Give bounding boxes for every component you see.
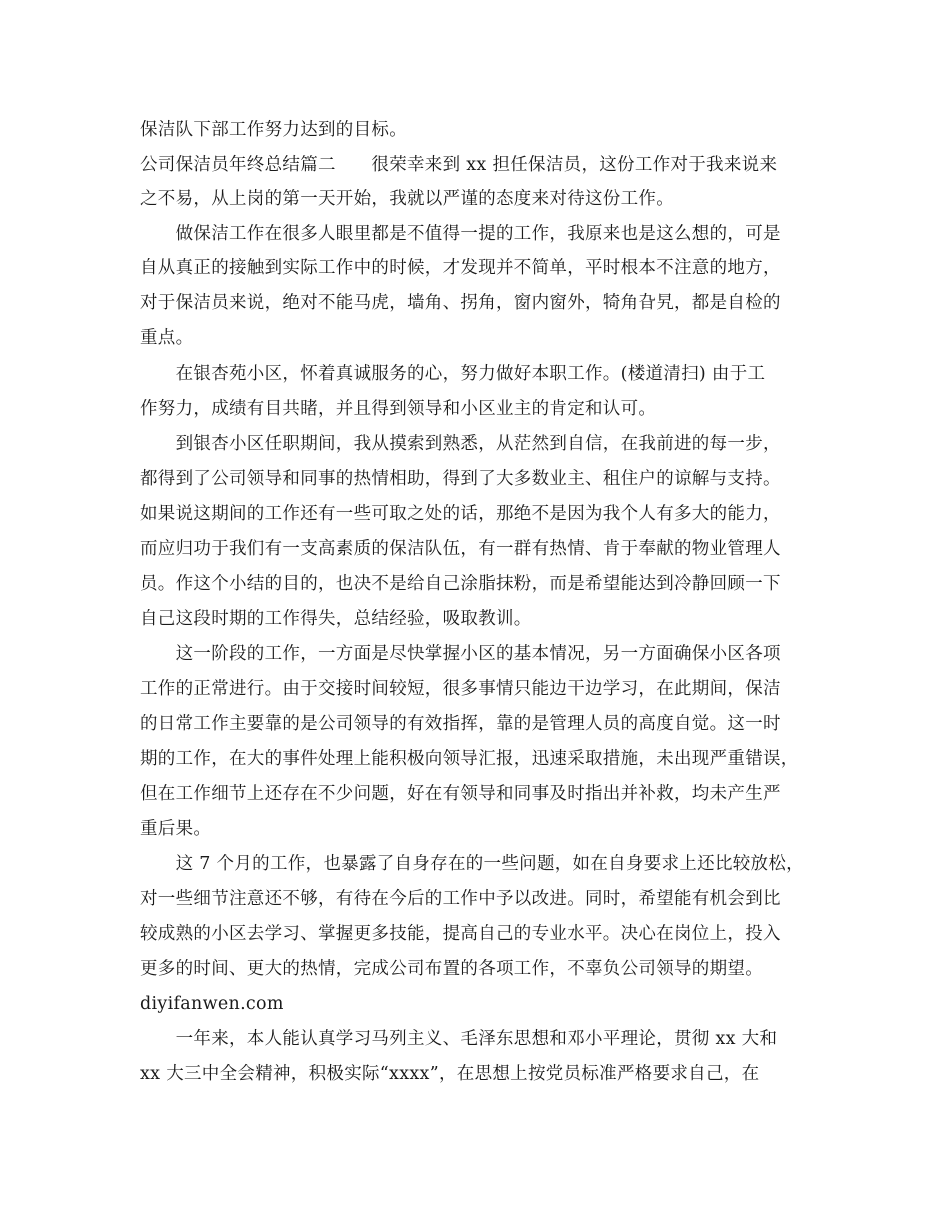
text-line: diyifanwen.com xyxy=(140,994,284,1014)
text-line: 工作的正常进行。由于交接时间较短，很多事情只能边干边学习，在此期间，保洁 xyxy=(140,679,781,699)
text-line: 一年来，本人能认真学习马列主义、毛泽东思想和邓小平理论，贯彻 xx 大和 xyxy=(140,1029,778,1049)
text-line: 对于保洁员来说，绝对不能马虎，墙角、拐角，窗内窗外，犄角旮旯，都是自检的 xyxy=(140,293,781,313)
text-line: 之不易，从上岗的第一天开始，我就以严谨的态度来对待这份工作。 xyxy=(140,189,674,209)
text-line: 的日常工作主要靠的是公司领导的有效指挥，靠的是管理人员的高度自觉。这一时 xyxy=(140,714,781,734)
text-line: 重点。 xyxy=(140,328,194,348)
text-line: 这 7 个月的工作，也暴露了自身存在的一些问题，如在自身要求上还比较放松， xyxy=(140,854,804,874)
text-line: 自己这段时期的工作得失，总结经验，吸取教训。 xyxy=(140,609,532,629)
text-line: 作努力，成绩有目共睹，并且得到领导和小区业主的肯定和认可。 xyxy=(140,399,657,419)
text-line: 员。作这个小结的目的，也决不是给自己涂脂抹粉，而是希望能达到冷静回顾一下 xyxy=(140,574,781,594)
text-line: 做保洁工作在很多人眼里都是不值得一提的工作，我原来也是这么想的，可是 xyxy=(140,224,781,244)
text-line: 保洁队下部工作努力达到的目标。 xyxy=(140,120,407,140)
text-line: 期的工作，在大的事件处理上能积极向领导汇报，迅速采取措施，未出现严重错误， xyxy=(140,749,799,769)
text-line: xx 大三中全会精神，积极实际“xxxx”，在思想上按党员标准严格要求自己，在 xyxy=(140,1064,760,1084)
text-line: 对一些细节注意还不够，有待在今后的工作中予以改进。同时，希望能有机会到比 xyxy=(140,889,781,909)
text-line: 自从真正的接触到实际工作中的时候，才发现并不简单，平时根本不注意的地方， xyxy=(140,258,781,278)
text-line: 如果说这期间的工作还有一些可取之处的话，那绝不是因为我个人有多大的能力， xyxy=(140,504,781,524)
text-line: 而应归功于我们有一支高素质的保洁队伍，有一群有热情、肯于奉献的物业管理人 xyxy=(140,539,781,559)
text-line: 较成熟的小区去学习、掌握更多技能，提高自己的专业水平。决心在岗位上，投入 xyxy=(140,924,781,944)
text-line: 重后果。 xyxy=(140,819,212,839)
text-line: 在银杏苑小区，怀着真诚服务的心，努力做好本职工作。(楼道清扫) 由于工 xyxy=(140,364,766,384)
text-line: 公司保洁员年终总结篇二 很荣幸来到 xx 担任保洁员，这份工作对于我来说来 xyxy=(140,155,778,175)
text-line: 更多的时间、更大的热情，完成公司布置的各项工作，不辜负公司领导的期望。 xyxy=(140,959,763,979)
text-line: 都得到了公司领导和同事的热情相助，得到了大多数业主、租住户的谅解与支持。 xyxy=(140,469,781,489)
text-line: 到银杏小区任职期间，我从摸索到熟悉，从茫然到自信，在我前进的每一步， xyxy=(140,434,781,454)
text-line: 这一阶段的工作，一方面是尽快掌握小区的基本情况，另一方面确保小区各项 xyxy=(140,644,781,664)
text-line: 但在工作细节上还存在不少问题，好在有领导和同事及时指出并补救，均未产生严 xyxy=(140,784,781,804)
